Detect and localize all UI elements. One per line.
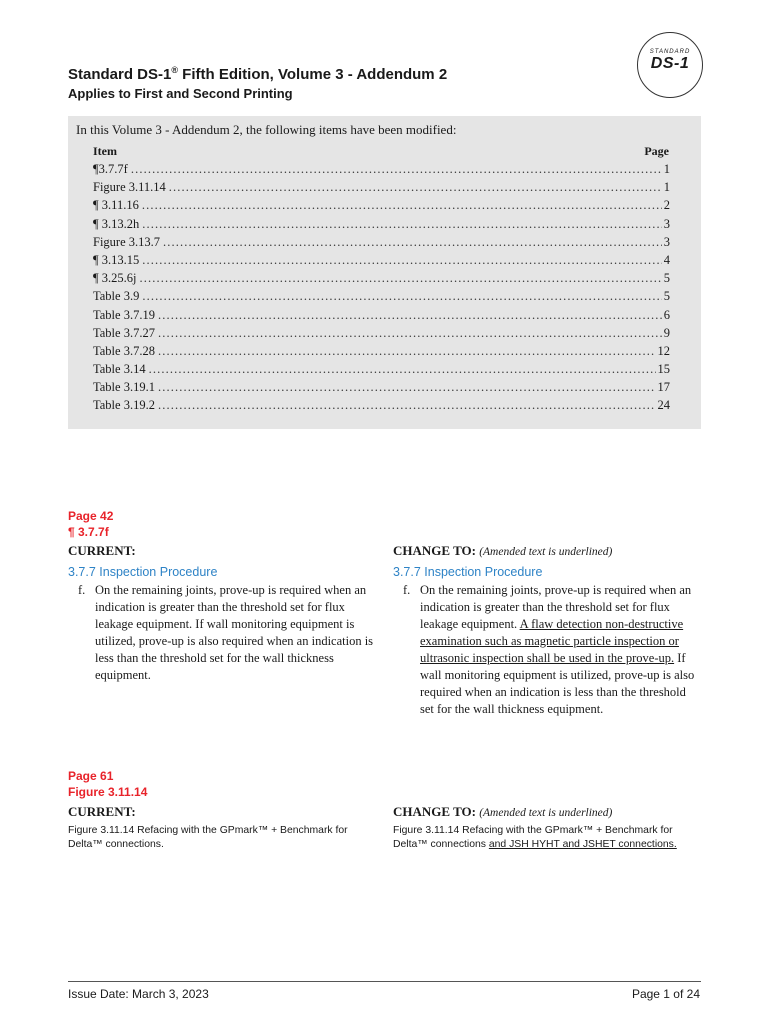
toc-row — [93, 362, 670, 380]
section1-reference — [68, 508, 113, 540]
toc-page-number: 17 — [657, 380, 670, 395]
toc-page-number: 9 — [663, 325, 670, 340]
toc-leader-dots — [139, 198, 662, 213]
toc-item-label: Table 3.19.2 — [93, 398, 155, 413]
section1-current-subsection: 3.7.7 Inspection Procedure — [68, 565, 218, 579]
toc-row — [93, 180, 670, 198]
section2-reference — [68, 768, 147, 800]
section1-current-text: On the remaining joints, prove-up is required when an indication is greater than the threshold set for flux leakage equipment. If wall monitoring equipment is utilized, prove-up is also required when an indication is less than the threshold set for the wall thickness equipment. — [95, 583, 374, 682]
toc-item-label: Table 3.14 — [93, 362, 146, 377]
section1-change-paragraph — [403, 582, 701, 718]
footer-issue-date: Issue Date: March 3, 2023 — [68, 987, 209, 1001]
toc-row — [93, 235, 670, 253]
toc-leader-dots — [155, 344, 656, 359]
toc-item-label: Figure 3.13.7 — [93, 234, 161, 249]
section1-change-label: CHANGE TO: — [393, 543, 476, 558]
toc-row — [93, 217, 670, 235]
toc-page-number: 12 — [657, 343, 670, 358]
section1-amended-text: A flaw detection non-destructive examination such as magnetic particle inspection or ultrasonic inspection shall be used in the prove-up. — [420, 617, 684, 665]
section2-change-note: (Amended text is underlined) — [479, 807, 613, 819]
toc-list — [93, 162, 670, 417]
toc-row — [93, 198, 670, 216]
toc-row — [93, 308, 670, 326]
section1-change-text: On the remaining joints, prove-up is required when an indication is greater than the threshold set for flux leakage equipment. A flaw detection non-destructive examination such as magnetic particle inspection or ultrasonic inspection shall be used in the prove-up. If wall monitoring equipment is utilized, prove-up is also required when an indication is less than the threshold set for the wall thickness equipment. — [420, 583, 695, 716]
section1-change-subsection: 3.7.7 Inspection Procedure — [393, 565, 543, 579]
toc-page-number: 5 — [663, 271, 670, 286]
toc-col-page: Page — [644, 144, 669, 158]
logo-text-standard: STANDARD — [649, 49, 691, 55]
toc-page-number: 1 — [663, 180, 670, 195]
section1-current-marker: f. — [78, 583, 86, 597]
toc-row — [93, 289, 670, 307]
toc-item-label: ¶ 3.11.16 — [93, 198, 139, 213]
toc-row — [93, 380, 670, 398]
section1-change-marker: f. — [403, 583, 411, 597]
section2-amended-text: and JSH HYHT and JSHET connections. — [488, 839, 677, 850]
section2-item-ref: Figure 3.11.14 — [68, 785, 148, 799]
toc-item-label: ¶ 3.13.15 — [93, 252, 140, 267]
section2-page-ref: Page 61 — [68, 769, 114, 783]
toc-leader-dots — [160, 235, 662, 250]
toc-item-label: ¶ 3.25.6j — [93, 271, 137, 286]
toc-item-label: Table 3.7.19 — [93, 307, 155, 322]
footer-page-number: Page 1 of 24 — [631, 987, 700, 1001]
toc-page-number: 4 — [663, 252, 670, 267]
toc-page-number: 15 — [657, 362, 670, 377]
toc-item-label: ¶3.7.7f — [93, 162, 128, 176]
toc-item-label: Table 3.19.1 — [93, 380, 155, 395]
toc-item-label: ¶ 3.13.2h — [93, 216, 140, 231]
toc-page-number: 24 — [657, 398, 670, 413]
toc-page-number: 6 — [663, 307, 670, 322]
document-subtitle: Applies to First and Second Printing — [68, 86, 293, 101]
toc-page-number: 3 — [663, 234, 670, 249]
toc-item-label: Table 3.9 — [93, 289, 140, 304]
document-header — [68, 60, 447, 103]
toc-item-label: Figure 3.11.14 — [93, 180, 166, 195]
toc-leader-dots — [155, 398, 656, 413]
toc-row — [93, 344, 670, 362]
section1-current-paragraph — [78, 582, 376, 684]
toc-page-number: 2 — [663, 198, 670, 213]
toc-leader-dots — [139, 289, 661, 304]
footer-divider — [68, 981, 701, 982]
section1-change-note: (Amended text is underlined) — [479, 546, 613, 558]
toc-leader-dots — [139, 217, 661, 232]
section1-page-ref: Page 42 — [68, 509, 114, 523]
toc-leader-dots — [137, 271, 662, 286]
toc-row — [93, 398, 670, 416]
section1-current-label: CURRENT: — [68, 543, 136, 558]
section2-change-heading — [393, 804, 612, 821]
toc-page-number: 5 — [663, 289, 670, 304]
section2-current-label: CURRENT: — [68, 804, 136, 819]
toc-header-row — [93, 144, 669, 159]
toc-leader-dots — [139, 253, 661, 268]
toc-row — [93, 271, 670, 289]
logo-text-ds1: DS-1 — [650, 55, 690, 72]
ds1-logo — [637, 32, 703, 98]
section1-change-heading — [393, 543, 612, 560]
toc-leader-dots — [155, 308, 662, 323]
toc-item-label: Table 3.7.28 — [93, 343, 155, 358]
section2-current-caption: Figure 3.11.14 Refacing with the GPmark™ + Benchmark for Delta™ connections. — [68, 825, 348, 850]
toc-leader-dots — [166, 180, 662, 195]
toc-row — [93, 253, 670, 271]
toc-intro: In this Volume 3 - Addendum 2, the following items have been modified: — [76, 122, 457, 137]
section2-change-label: CHANGE TO: — [393, 804, 476, 819]
toc-page-number: 1 — [663, 162, 670, 176]
section1-item-ref: ¶ 3.7.7f — [68, 525, 109, 539]
toc-col-item: Item — [93, 144, 117, 158]
toc-page-number: 3 — [663, 216, 670, 231]
toc-row — [93, 326, 670, 344]
toc-leader-dots — [128, 162, 662, 177]
toc-item-label: Table 3.7.27 — [93, 325, 155, 340]
modified-items-box — [68, 116, 701, 429]
document-title: Standard DS-1® Fifth Edition, Volume 3 - Addendum 2 — [68, 65, 448, 83]
toc-row — [93, 162, 670, 180]
toc-leader-dots — [155, 380, 656, 395]
toc-leader-dots — [155, 326, 662, 341]
toc-leader-dots — [146, 362, 656, 377]
section2-change-caption: Figure 3.11.14 Refacing with the GPmark™ + Benchmark for Delta™ connections and JSH HYHT and JSHET connections. — [393, 825, 677, 850]
